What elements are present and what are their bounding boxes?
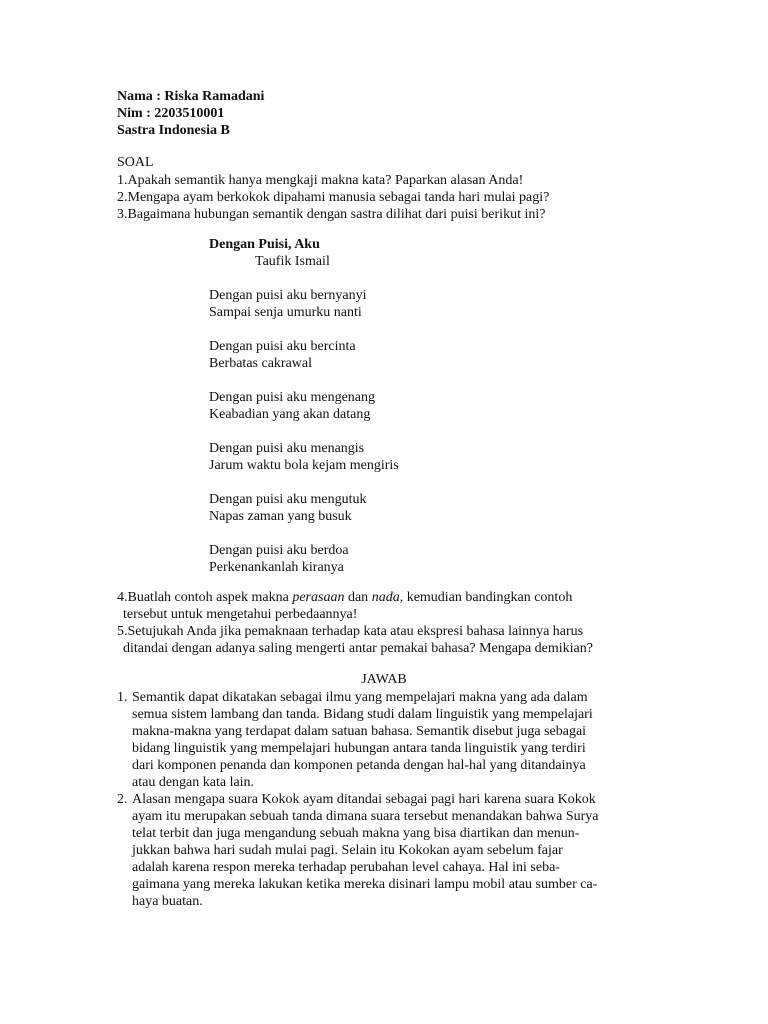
poem-stanza (209, 491, 609, 525)
poem-line: Dengan puisi aku mengutuk (209, 492, 367, 507)
answer-line: Alasan mengapa suara Kokok ayam ditandai sebagai pagi hari karena suara Kokok (132, 792, 596, 807)
question-5-continuation: ditandai dengan adanya saling mengerti antar pemakai bahasa? Mengapa demikian? (123, 641, 593, 656)
answer-line: jukkan bahwa hari sudah mulai pagi. Selain itu Kokokan ayam sebelum fajar (132, 843, 563, 858)
poem-line: Perkenankanlah kiranya (209, 560, 344, 575)
question-4-prefix: 4.Buatlah contoh aspek makna (117, 590, 293, 605)
poem-stanza (209, 287, 609, 321)
question-4-emphasis-nada: nada (371, 590, 400, 605)
answer-1 (117, 689, 677, 791)
student-header (117, 88, 264, 139)
answer-number: 1. (117, 690, 128, 705)
answer-line: ayam itu merupakan sebuah tanda dimana suara tersebut menandakan bahwa Surya (132, 809, 599, 824)
poem-line: Dengan puisi aku bercinta (209, 339, 356, 354)
poem-line: Keabadian yang akan datang (209, 407, 371, 422)
answer-line: telat terbit dan juga mengandung sebuah makna yang bisa diartikan dan menun- (132, 826, 580, 841)
answer-line: bidang linguistik yang mempelajari hubungan antara tanda linguistik yang terdiri (132, 741, 586, 756)
poem-line: Dengan puisi aku mengenang (209, 390, 376, 405)
poem-line: Napas zaman yang busuk (209, 509, 352, 524)
question-1: 1.Apakah semantik hanya mengkaji makna kata? Paparkan alasan Anda! (117, 173, 524, 188)
poem (209, 236, 609, 576)
poem-line: Sampai senja umurku nanti (209, 305, 362, 320)
answer-2 (117, 791, 677, 910)
poem-line: Berbatas cakrawal (209, 356, 312, 371)
poem-line: Dengan puisi aku bernyanyi (209, 288, 367, 303)
poem-line: Dengan puisi aku menangis (209, 441, 365, 456)
question-3: 3.Bagaimana hubungan semantik dengan sastra dilihat dari puisi berikut ini? (117, 207, 546, 222)
question-2: 2.Mengapa ayam berkokok dipahami manusia sebagai tanda hari mulai pagi? (117, 190, 550, 205)
poem-stanza (209, 338, 609, 372)
question-5-line: 5.Setujukah Anda jika pemaknaan terhadap kata atau ekspresi bahasa lainnya harus (117, 624, 584, 639)
question-4 (117, 589, 651, 623)
answer-number: 2. (117, 792, 128, 807)
answer-line: haya buatan. (132, 894, 203, 909)
answer-list (117, 689, 677, 910)
question-4-mid: dan (344, 590, 372, 605)
question-list (117, 172, 677, 223)
poem-stanza (209, 440, 609, 474)
answer-line: atau dengan kata lain. (132, 775, 255, 790)
soal-heading: SOAL (117, 155, 154, 170)
student-name: Nama : Riska Ramadani (117, 89, 265, 104)
poem-stanza (209, 542, 609, 576)
answer-line: dari komponen penanda dan komponen petanda dengan hal-hal yang ditandainya (132, 758, 586, 773)
jawab-heading: JAWAB (361, 672, 407, 687)
poem-line: Jarum waktu bola kejam mengiris (209, 458, 399, 473)
poem-author: Taufik Ismail (255, 254, 330, 269)
poem-title: Dengan Puisi, Aku (209, 237, 320, 252)
question-4-continuation: tersebut untuk mengetahui perbedaannya! (123, 607, 358, 622)
student-nim: Nim : 2203510001 (117, 106, 225, 121)
poem-stanza (209, 389, 609, 423)
answer-line: Semantik dapat dikatakan sebagai ilmu yang mempelajari makna yang ada dalam (132, 690, 588, 705)
poem-line: Dengan puisi aku berdoa (209, 543, 349, 558)
question-4-emphasis-perasaan: perasaan (292, 590, 345, 605)
answer-line: gaimana yang mereka lakukan ketika mereka disinari lampu mobil atau sumber ca- (132, 877, 598, 892)
answer-line: adalah karena respon mereka terhadap perubahan level cahaya. Hal ini seba- (132, 860, 560, 875)
student-class: Sastra Indonesia B (117, 123, 230, 138)
extra-questions (117, 589, 651, 657)
answer-line: semua sistem lambang dan tanda. Bidang studi dalam linguistik yang mempelajari (132, 707, 593, 722)
answer-line: makna-makna yang terdapat dalam satuan bahasa. Semantik disebut juga sebagai (132, 724, 587, 739)
question-4-suffix: , kemudian bandingkan contoh (399, 590, 573, 605)
question-5 (117, 623, 651, 657)
